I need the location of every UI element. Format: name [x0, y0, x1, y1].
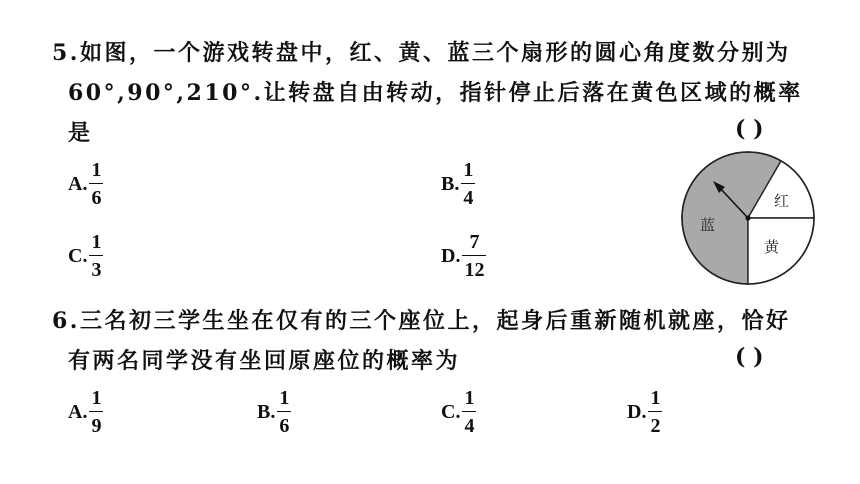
option-letter: C. — [441, 400, 461, 423]
fraction-denominator: 4 — [464, 415, 475, 437]
q6-answer-parentheses: ( ) — [735, 344, 764, 370]
option-letter: C. — [68, 244, 88, 267]
q5-stem-line-1: 5.如图，一个游戏转盘中，红、黄、蓝三个扇形的圆心角度数分别为 — [52, 40, 791, 66]
option-letter: A. — [68, 400, 88, 423]
spinner-figure — [680, 150, 816, 286]
q5-answer-parentheses: ( ) — [735, 116, 764, 142]
q5-option-d[interactable] — [441, 232, 486, 280]
fraction-numerator: 1 — [464, 387, 475, 409]
option-fraction — [648, 388, 662, 436]
fraction-denominator: 3 — [91, 259, 102, 281]
option-letter: B. — [441, 172, 460, 195]
q5-option-a[interactable] — [68, 160, 103, 208]
option-fraction — [89, 232, 103, 280]
q6-option-a[interactable] — [68, 388, 103, 436]
q6-stem-line-1: 6.三名初三学生坐在仅有的三个座位上，起身后重新随机就座，恰好 — [52, 308, 791, 334]
option-fraction — [461, 160, 475, 208]
option-letter: A. — [68, 172, 88, 195]
sector-label-blue: 蓝 — [700, 216, 716, 234]
option-letter: B. — [257, 400, 276, 423]
fraction-numerator: 7 — [469, 231, 480, 253]
option-fraction — [89, 160, 103, 208]
fraction-numerator: 1 — [91, 231, 102, 253]
fraction-numerator: 1 — [463, 159, 474, 181]
q5-option-b[interactable] — [441, 160, 475, 208]
q6-option-b[interactable] — [257, 388, 291, 436]
q5-stem-line-2: 60°,90°,210°.让转盘自由转动，指针停止后落在黄色区域的概率 — [68, 80, 803, 106]
q5-stem-line-3: 是 — [68, 120, 93, 146]
fraction-denominator: 9 — [91, 415, 102, 437]
sector-yellow — [748, 218, 814, 284]
q6-option-d[interactable] — [627, 388, 662, 436]
sector-label-red: 红 — [774, 192, 790, 210]
option-fraction — [277, 388, 291, 436]
option-fraction — [89, 388, 103, 436]
fraction-denominator: 4 — [463, 187, 474, 209]
fraction-denominator: 2 — [650, 415, 661, 437]
fraction-numerator: 1 — [650, 387, 661, 409]
option-fraction — [462, 388, 476, 436]
fraction-denominator: 6 — [279, 415, 290, 437]
option-fraction — [462, 232, 486, 280]
fraction-denominator: 12 — [464, 259, 485, 281]
q6-option-c[interactable] — [441, 388, 476, 436]
fraction-numerator: 1 — [91, 387, 102, 409]
fraction-numerator: 1 — [279, 387, 290, 409]
fraction-numerator: 1 — [91, 159, 102, 181]
q6-stem-line-2: 有两名同学没有坐回原座位的概率为 — [68, 348, 461, 374]
spinner-center — [745, 215, 750, 220]
q5-option-c[interactable] — [68, 232, 103, 280]
sector-label-yellow: 黄 — [764, 238, 780, 256]
option-letter: D. — [627, 400, 647, 423]
option-letter: D. — [441, 244, 461, 267]
fraction-denominator: 6 — [91, 187, 102, 209]
